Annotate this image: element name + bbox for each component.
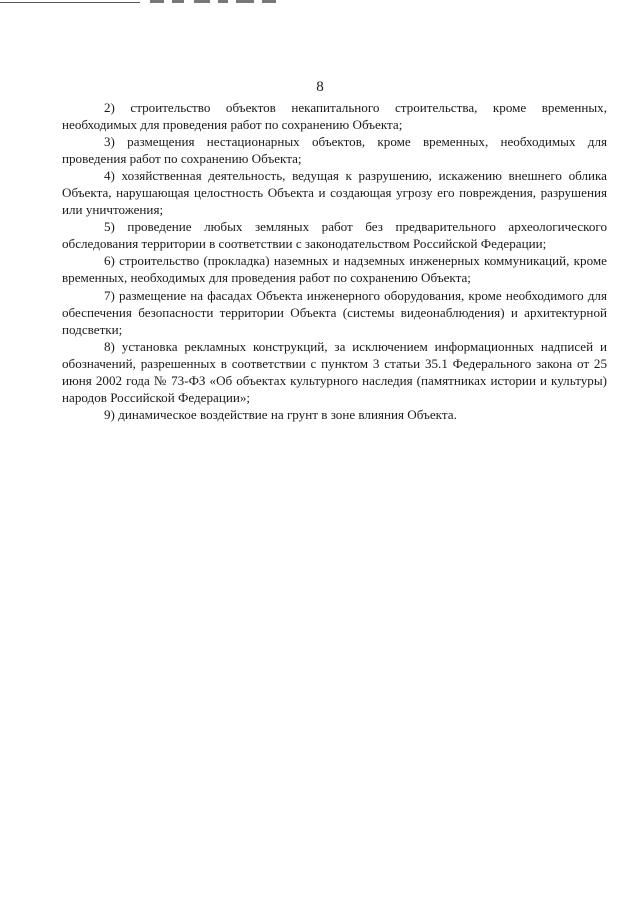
page-number: 8 — [316, 79, 324, 95]
list-item-7: 7) размещение на фасадах Объекта инженерного оборудования, кроме необходимого для обеспечения безопасности территории Объекта (системы видеонаблюдения) и архитектурной подсветки; — [62, 287, 607, 337]
list-item-4: 4) хозяйственная деятельность, ведущая к разрушению, искажению внешнего облика Объекта, нарушающая целостность Объекта и создающая угрозу его повреждения, разрушения или уничтожения; — [62, 168, 607, 218]
document-body — [62, 99, 607, 423]
list-item-3: 3) размещения нестационарных объектов, кроме временных, необходимых для проведения работ по сохранению Объекта; — [62, 134, 607, 167]
list-item-8: 8) установка рекламных конструкций, за исключением информационных надписей и обозначений, разрешенных в соответствии с пунктом 3 статьи 35.1 Федерального закона от 25 июня 2002 года № 73-ФЗ «Об объектах культурного наследия (памятниках истории и культуры) народов Российской Федерации»; — [62, 338, 607, 405]
list-item-6: 6) строительство (прокладка) наземных и надземных инженерных коммуникаций, кроме временных, необходимых для проведения работ по сохранению Объекта; — [62, 253, 607, 286]
list-item-9: 9) динамическое воздействие на грунт в зоне влияния Объекта. — [104, 406, 457, 422]
list-item-2: 2) строительство объектов некапитального строительства, кроме временных, необходимых для проведения работ по сохранению Объекта; — [62, 100, 607, 133]
scan-edge-artifact — [0, 0, 300, 6]
list-item-5: 5) проведение любых земляных работ без предварительного археологического обследования территории в соответствии с законодательством Российской Федерации; — [62, 219, 607, 252]
